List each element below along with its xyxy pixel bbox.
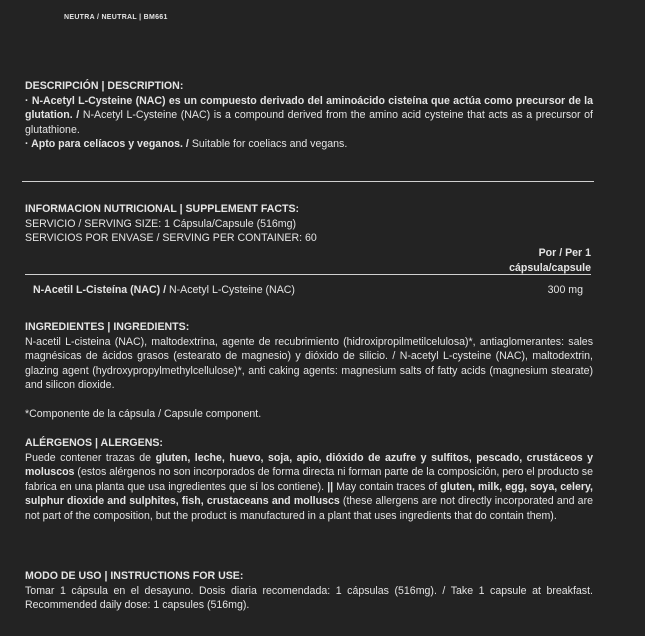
allergens-t3: May contain traces of [333, 480, 441, 493]
allergens-b2: || [327, 480, 334, 493]
table-rule [25, 274, 591, 275]
capsule-footnote: *Componente de la cápsula / Capsule component. [25, 407, 262, 420]
description-title: DESCRIPCIÓN | DESCRIPTION: [25, 80, 184, 92]
description-p1-bold: · N-Acetyl L-Cysteine (NAC) es un compuesto derivado del aminoácido cisteína que actúa como precursor de la glutation. / [25, 94, 593, 122]
ingredients-section [25, 320, 593, 422]
per-header-line-1: Por / Per 1 [538, 247, 591, 259]
row-name-bold: N-Acetil L-Cisteína (NAC) / [33, 284, 167, 296]
table-row [33, 283, 583, 298]
allergens-b1: gluten, leche, huevo, soja, apio, dióxido de azufre y sulfitos, pescado, crustáceos y moluscos [25, 451, 594, 479]
ingredients-text: N-acetil L-cisteina (NAC), maltodextrina, agente de recubrimiento (hidroxipropilmetilcelulosa)*, antiaglomerantes: sales magnésicas de ácidos grasos (estearato de magnesio) y dióxido de silicio. / N-acetyl L-cysteine (NAC), maltodextrin, glazing agent (hydroxypropylmethylcellulose)*, anti caking agents: magnesium salts of fatty acids (magnesium stearate) and silicon dioxide. [25, 335, 593, 392]
allergens-text [25, 451, 593, 524]
allergens-t1: Puede contener trazas de [25, 451, 156, 464]
product-code-header: NEUTRA / NEUTRAL | BM661 [64, 14, 168, 21]
allergens-t2: (estos alérgenos no son incorporados de forma directa ni forman parte de la composición, pero el producto se fabrica en una planta que usa ingredientes que sí los contiene). [25, 466, 593, 493]
facts-title: INFORMACION NUTRICIONAL | SUPPLEMENT FACTS: [25, 203, 300, 215]
description-paragraph-2 [25, 137, 593, 152]
description-p2-text: Suitable for coeliacs and vegans. [188, 138, 348, 151]
serving-size: SERVICIO / SERVING SIZE: 1 Cápsula/Capsule (516mg) [25, 217, 297, 230]
allergens-title: ALÉRGENOS | ALERGENS: [25, 437, 163, 449]
description-p2-bold: · Apto para celíacos y veganos. / [25, 138, 189, 151]
allergens-section [25, 436, 593, 524]
allergens-b3: gluten, milk, egg, soya, celery, sulphur dioxide and sulphites, fish, crustaceans and molluscs [25, 480, 594, 508]
row-value: 300 mg [547, 284, 583, 296]
servings-per-container: SERVICIOS POR ENVASE / SERVING PER CONTAINER: 60 [25, 232, 317, 245]
usage-section [25, 569, 593, 613]
facts-table [25, 246, 591, 294]
description-section [25, 79, 593, 152]
ingredients-title: INGREDIENTES | INGREDIENTS: [25, 321, 190, 333]
section-divider [22, 181, 594, 182]
description-p1-text: N-Acetyl L-Cysteine (NAC) is a compound derived from the amino acid cysteine that acts as a precursor of glutathione. [25, 109, 593, 136]
description-paragraph-1 [25, 94, 593, 138]
usage-title: MODO DE USO | INSTRUCTIONS FOR USE: [25, 570, 244, 582]
usage-text: Tomar 1 cápsula en el desayuno. Dosis diaria recomendada: 1 cápsulas (516mg). / Take 1 capsule at breakfast. Recommended daily dose: 1 capsules (516mg). [25, 584, 593, 612]
facts-section [25, 202, 593, 246]
row-name-text: N-Acetyl L-Cysteine (NAC) [166, 284, 295, 296]
per-capsule-header [509, 246, 591, 275]
per-header-line-2: cápsula/capsule [509, 261, 591, 274]
allergens-t4: (these allergens are not directly incorporated and are not part of the composition, but the product is manufactured in a plant that uses ingredients that do contain them). [25, 495, 593, 522]
